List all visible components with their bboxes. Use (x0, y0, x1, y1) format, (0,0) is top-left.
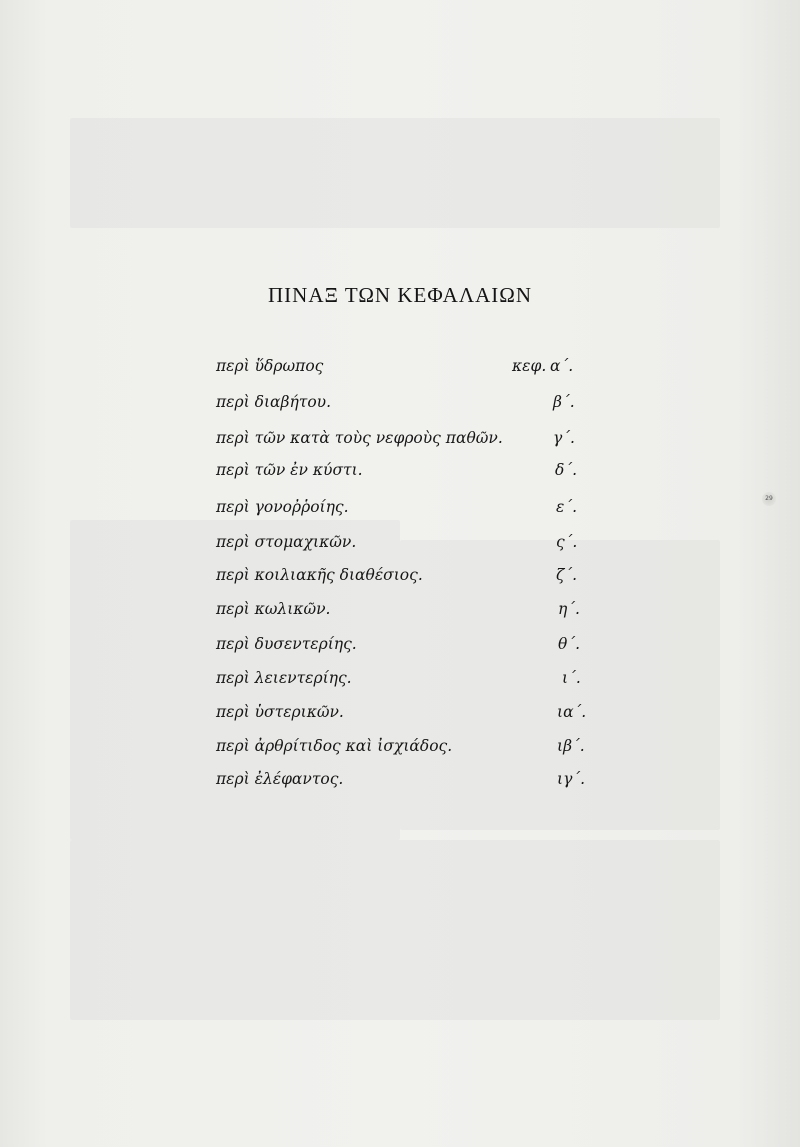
toc-entry-title: περὶ στομαχικῶν. (216, 533, 357, 551)
toc-entry-number: ι΄. (562, 669, 581, 687)
toc-entry-title: περὶ δυσεντερίης. (216, 635, 357, 653)
toc-entry-number: ιβ΄. (557, 737, 585, 755)
toc-entry-title: περὶ διαβήτου. (216, 393, 332, 411)
toc-entry-title: περὶ ὑστερικῶν. (216, 703, 344, 721)
toc-entry-number: δ΄. (555, 461, 578, 479)
page-title: ΠΙΝΑΞ ΤΩΝ ΚΕΦΑΛΑΙΩΝ (268, 283, 532, 307)
toc-entry-number: ς΄. (556, 533, 578, 551)
toc-entry-title: περὶ κοιλιακῆς διαθέσιος. (216, 566, 423, 584)
toc-entry-number: γ΄. (553, 429, 575, 447)
toc-entry-number: ζ΄. (556, 566, 578, 584)
toc-entry-number: ε΄. (556, 498, 577, 516)
toc-entry-number: α΄. (550, 357, 574, 375)
toc-entry-number: ιγ΄. (557, 770, 586, 788)
margin-page-mark: 29 (762, 492, 776, 506)
toc-entry-title: περὶ τῶν κατὰ τοὺς νεφροὺς παθῶν. (216, 429, 503, 447)
toc-entry-title: περὶ τῶν ἐν κύστι. (216, 461, 363, 479)
toc-entry-title: περὶ κωλικῶν. (216, 600, 331, 618)
toc-entry-title: περὶ λειεντερίης. (216, 669, 352, 687)
toc-entry-number: θ΄. (558, 635, 581, 653)
toc-entry-number: β΄. (553, 393, 575, 411)
toc-entry-number: η΄. (558, 600, 580, 618)
toc-entry-title: περὶ ἀρθρίτιδος καὶ ἰσχιάδος. (216, 737, 453, 755)
chapter-label: κεφ. (512, 357, 547, 375)
toc-entry-number: ια΄. (557, 703, 587, 721)
toc-entry-title: περὶ ὕδρωπος (216, 357, 324, 375)
toc-entry-title: περὶ γονοῤῥοίης. (216, 498, 349, 516)
toc-entry-title: περὶ ἐλέφαντος. (216, 770, 344, 788)
